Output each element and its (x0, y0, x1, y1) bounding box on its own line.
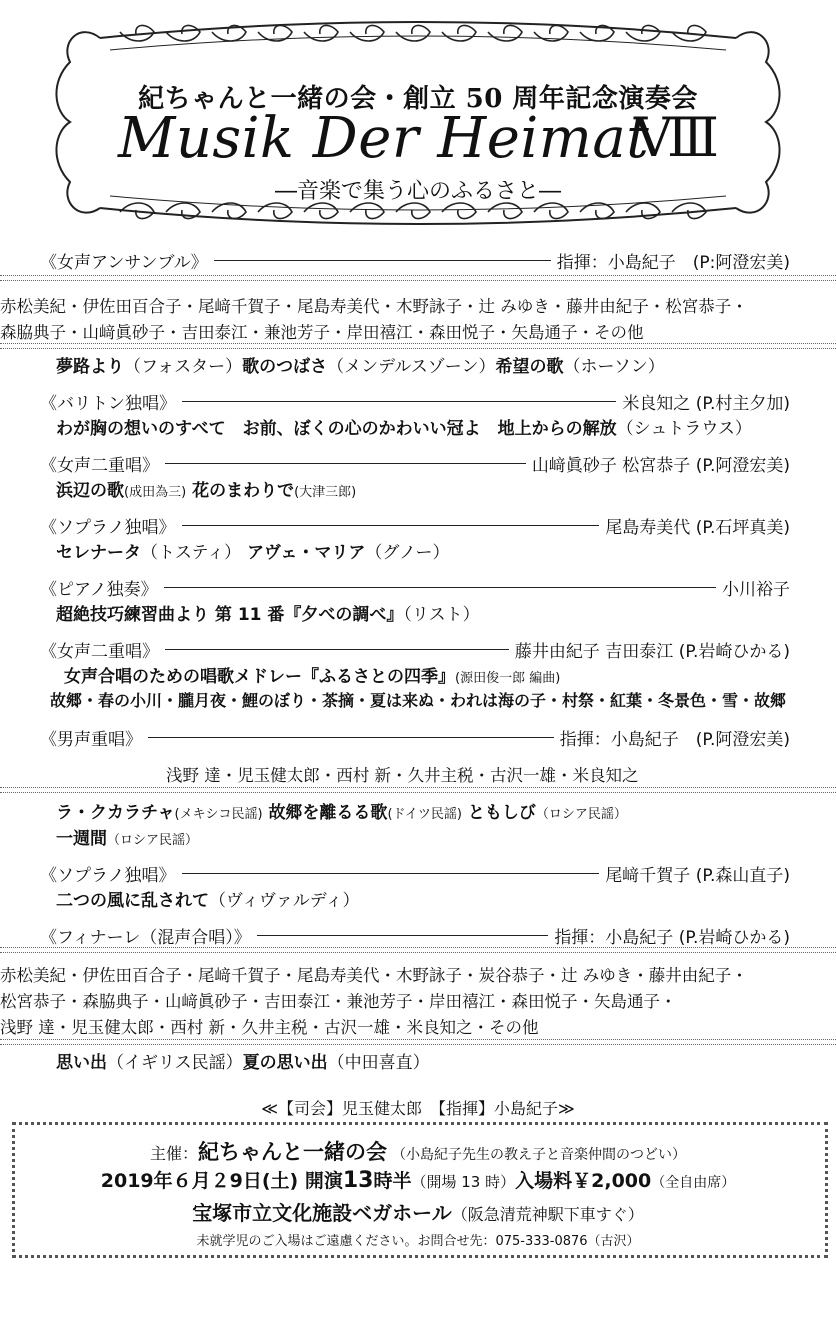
scroll-ornament (304, 203, 338, 219)
program-row-soprano-2 (40, 860, 790, 886)
scroll-ornament (258, 203, 292, 219)
piece-line: 思い出（イギリス民謡）夏の思い出（中田喜直） (56, 1053, 430, 1073)
piece-line: わが胸の想いのすべて お前、ぼくの心のかわいい冠よ 地上からの解放（シュトラウス） (56, 419, 752, 439)
scroll-ornament (350, 203, 384, 219)
performer-label: 尾﨑千賀子 (P.森山直子) (605, 865, 790, 886)
leader-line (164, 587, 716, 588)
category-label: 《ソプラノ独唱》 (40, 865, 176, 886)
scroll-ornament (442, 203, 476, 219)
member-list: 浅野 達・児玉健太郎・西村 新・久井主税・古沢一雄・米良知之・その他 (0, 1018, 539, 1037)
scroll-ornament (626, 25, 660, 41)
category-label: 《フィナーレ（混声合唱）》 (40, 927, 251, 948)
leader-line (257, 935, 549, 936)
program-row-piano (40, 574, 790, 600)
event-title: Musik Der Heimat (118, 106, 650, 171)
piece-line: セレナータ（トスティ） アヴェ・マリア（グノー） (56, 543, 450, 563)
performer-label: 尾島寿美代 (P.石坪真美) (605, 517, 790, 538)
program-row-finale (40, 922, 790, 948)
piece-line: 浜辺の歌(成田為三) 花のまわりで(大津三郎) (56, 481, 357, 501)
scroll-ornament (442, 25, 476, 41)
scroll-ornament (166, 25, 200, 41)
dotted-divider (0, 947, 836, 953)
notice-line: 未就学児のご入場はご遠慮ください。お問合せ先：075-333-0876（古沢） (196, 1234, 640, 1249)
scroll-ornament (396, 25, 430, 41)
dotted-divider (0, 1039, 836, 1045)
piece-line: 夢路より（フォスター）歌のつばさ（メンデルスゾーン）希望の歌（ホーソン） (56, 357, 665, 377)
venue-note: （阪急清荒神駅下車すぐ） (451, 1205, 644, 1224)
performer-label: 米良知之 (P.村主夕加) (622, 393, 790, 414)
performer-label: 指揮：小島紀子 (P.阿澄宏美) (559, 729, 790, 750)
venue-line (0, 1197, 836, 1226)
piece-line: 女声合唱のための唱歌メドレー『ふるさとの四季』(源田俊一郎 編曲) (64, 667, 561, 687)
leader-line (214, 260, 551, 261)
dotted-divider (0, 787, 836, 793)
category-label: 《女声アンサンブル》 (40, 252, 208, 273)
category-label: 《女声二重唱》 (40, 641, 159, 662)
member-list: 浅野 達・児玉健太郎・西村 新・久井主税・古沢一雄・米良知之 (166, 766, 639, 785)
piece-line: 二つの風に乱されて（ヴィヴァルディ） (56, 891, 360, 911)
scroll-ornament (580, 25, 614, 41)
performer-label: 小川裕子 (722, 579, 790, 600)
scroll-ornament (350, 25, 384, 41)
host-line (0, 1136, 836, 1166)
piece-line: 一週間（ロシア民謡） (56, 829, 199, 849)
performer-label: 指揮：小島紀子 (P.岩崎ひかる) (554, 927, 790, 948)
leader-line (182, 525, 600, 526)
event-tagline: ―音楽で集う心のふるさと― (274, 179, 561, 204)
venue-name: 宝塚市立文化施設ベガホール (192, 1201, 452, 1225)
category-label: 《ソプラノ独唱》 (40, 517, 176, 538)
host-note: （小島紀子先生の教え子と音楽仲間のつどい） (392, 1147, 687, 1163)
scroll-ornament (396, 203, 430, 219)
song-medley-list: 故郷・春の小川・朧月夜・鯉のぼり・茶摘・夏は来ぬ・われは海の子・村祭・紅葉・冬景色・雪・故郷 (49, 691, 786, 710)
piece-line: ラ・クカラチャ(メキシコ民謡) 故郷を離るる歌(ドイツ民謡) ともしび（ロシア民謡） (56, 803, 627, 823)
category-label: 《女声二重唱》 (40, 455, 159, 476)
program-row-women-ensemble (40, 247, 790, 273)
scroll-ornament (166, 203, 200, 219)
credits-line: ≪【司会】児玉健太郎 【指揮】小島紀子≫ (261, 1099, 575, 1118)
category-label: 《ピアノ独奏》 (40, 579, 158, 600)
dotted-divider (0, 343, 836, 349)
leader-line (182, 401, 616, 402)
performer-label: 指揮：小島紀子 (P:阿澄宏美) (556, 252, 790, 273)
member-list: 赤松美紀・伊佐田百合子・尾﨑千賀子・尾島寿美代・木野詠子・炭谷恭子・辻 みゆき・藤井由紀子・ (0, 966, 748, 985)
leader-line (165, 649, 509, 650)
performer-label: 藤井由紀子 吉田泰江 (P.岩崎ひかる) (514, 641, 790, 662)
piece-line: 超絶技巧練習曲より 第 11 番『夕べの調べ』（リスト） (56, 605, 480, 625)
program-row-male-ensemble (40, 724, 790, 750)
scroll-ornament (488, 25, 522, 41)
leader-line (165, 463, 526, 464)
leader-line (182, 873, 600, 874)
program-row-soprano (40, 512, 790, 538)
host-label: 主催： (149, 1144, 198, 1163)
dotted-divider (0, 275, 836, 281)
leader-line (148, 737, 554, 738)
member-list: 松宮恭子・森脇典子・山﨑眞砂子・吉田泰江・兼池芳子・岸田禧江・森田悦子・矢島通子・ (0, 992, 677, 1011)
scroll-ornament (212, 203, 246, 219)
member-list: 赤松美紀・伊佐田百合子・尾﨑千賀子・尾島寿美代・木野詠子・辻 みゆき・藤井由紀子・松宮恭子・ (0, 297, 748, 316)
scroll-ornament (304, 25, 338, 41)
program-row-female-duet-2 (40, 636, 790, 662)
host-name: 紀ちゃんと一緒の会 (197, 1140, 387, 1164)
performer-label: 山﨑眞砂子 松宮恭子 (P.阿澄宏美) (531, 455, 790, 476)
category-label: 《バリトン独唱》 (40, 393, 176, 414)
scroll-ornament (488, 203, 522, 219)
category-label: 《男声重唱》 (40, 729, 142, 750)
date-line: 2019年６月２9日(土) 開演13時半（開場 13 時）入場料￥2,000（全自由席） (100, 1168, 736, 1193)
member-list: 森脇典子・山﨑眞砂子・吉田泰江・兼池芳子・岸田禧江・森田悦子・矢島通子・その他 (0, 323, 644, 342)
event-subtitle: 紀ちゃんと一緒の会・創立 50 周年記念演奏会 (138, 84, 698, 114)
edition-numeral: Ⅷ (634, 106, 720, 169)
program-row-female-duet (40, 450, 790, 476)
scroll-ornament (534, 203, 568, 219)
program-row-baritone (40, 388, 790, 414)
